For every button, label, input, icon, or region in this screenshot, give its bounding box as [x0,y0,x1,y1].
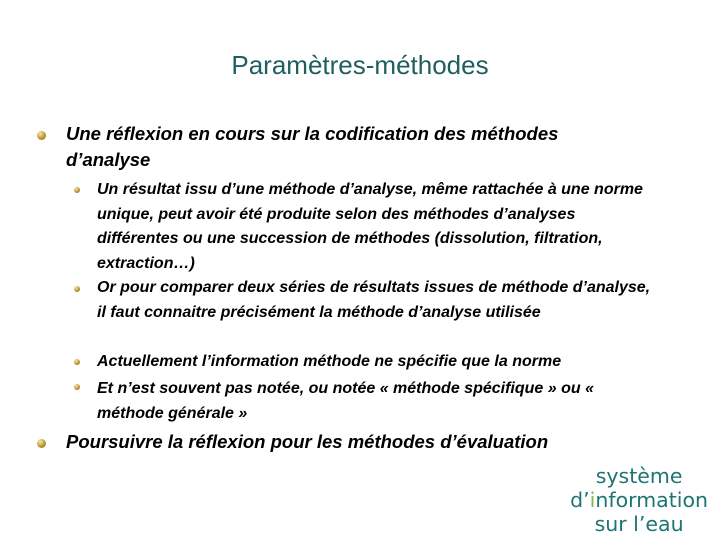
sub-bullet-text: Et n’est souvent pas notée, ou notée « méthode spécifique » ou « méthode générale » [97,380,594,422]
sub-bullet-icon [74,187,80,193]
sub-bullet-icon [74,384,80,390]
sub-bullet-text: Un résultat issu d’une méthode d’analyse, même rattachée à une norme unique, peut avoir été produite selon des méthodes d’analyses différentes ou une succession de méthodes (dissolution, filtration, extraction…) [97,181,643,272]
slide-title: Paramètres-méthodes [231,50,489,80]
logo-line-part: d’ [570,488,590,512]
logo-line: sur l’eau [594,512,684,536]
logo-line [570,488,708,512]
bullet-icon [37,439,46,448]
bullet-icon [37,131,46,140]
logo-line: système [595,464,683,488]
bullet-text: Une réflexion en cours sur la codification des méthodes d’analyse [66,123,559,170]
logo [570,464,708,536]
sub-bullet-icon [74,286,80,292]
sub-bullet-text: Or pour comparer deux séries de résultats issues de méthode d’analyse, il faut connaitre précisément la méthode d’analyse utilisée [97,279,651,321]
sub-bullet-text: Actuellement l’information méthode ne spécifie que la norme [97,353,562,370]
bullet-text: Poursuivre la réflexion pour les méthodes d’évaluation [66,431,549,452]
logo-line-part: nformation [595,488,708,512]
logo-accent-letter: i [589,488,596,512]
sub-bullet-icon [74,359,80,365]
